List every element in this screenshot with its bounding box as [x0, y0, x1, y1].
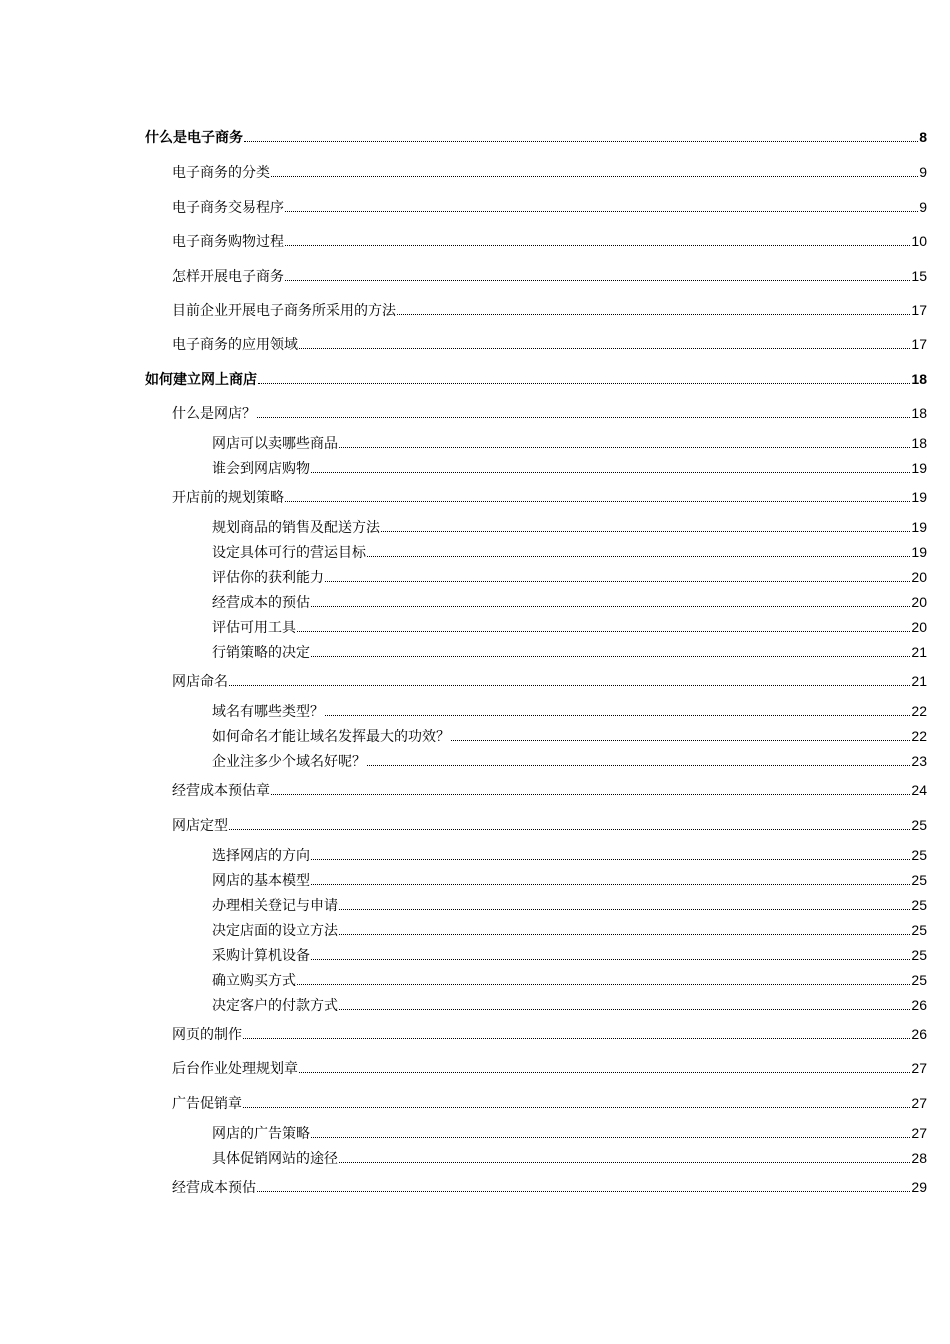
toc-leader-dots — [311, 959, 910, 960]
toc-entry[interactable] — [212, 591, 927, 613]
toc-leader-dots — [367, 556, 910, 557]
toc-entry[interactable] — [172, 670, 927, 692]
toc-entry-page: 26 — [911, 1026, 927, 1042]
toc-entry[interactable] — [212, 919, 927, 941]
toc-entry-page: 20 — [911, 619, 927, 635]
toc-leader-dots — [297, 984, 910, 985]
toc-entry-title: 行销策略的决定 — [212, 645, 310, 661]
toc-entry[interactable] — [212, 1147, 927, 1169]
toc-leader-dots — [271, 794, 910, 795]
toc-entry-page: 22 — [911, 703, 927, 719]
toc-entry[interactable] — [172, 265, 927, 287]
toc-entry-title: 什么是网店？ — [172, 406, 256, 422]
toc-entry[interactable] — [172, 299, 927, 321]
toc-leader-dots — [243, 1107, 910, 1108]
toc-entry-title: 经营成本的预估 — [212, 595, 310, 611]
toc-entry-title: 目前企业开展电子商务所采用的方法 — [172, 303, 396, 319]
toc-entry-title: 确立购买方式 — [212, 973, 296, 989]
toc-entry-page: 25 — [911, 972, 927, 988]
toc-entry-page: 17 — [911, 302, 927, 318]
toc-leader-dots — [339, 447, 910, 448]
toc-entry-page: 25 — [911, 872, 927, 888]
toc-leader-dots — [339, 1162, 910, 1163]
toc-entry-page: 18 — [911, 435, 927, 451]
toc-entry-title: 开店前的规划策略 — [172, 490, 284, 506]
toc-entry[interactable] — [212, 869, 927, 891]
toc-leader-dots — [311, 606, 910, 607]
toc-entry[interactable] — [172, 814, 927, 836]
toc-leader-dots — [339, 1009, 910, 1010]
toc-leader-dots — [311, 859, 910, 860]
toc-leader-dots — [325, 715, 910, 716]
toc-entry[interactable] — [212, 750, 927, 772]
toc-leader-dots — [244, 141, 918, 142]
toc-entry-page: 25 — [911, 897, 927, 913]
toc-entry-page: 22 — [911, 728, 927, 744]
toc-entry[interactable] — [212, 432, 927, 454]
toc-entry-title: 电子商务的应用领域 — [172, 337, 298, 353]
toc-entry[interactable] — [212, 894, 927, 916]
toc-entry-page: 8 — [919, 129, 927, 145]
toc-entry-title: 办理相关登记与申请 — [212, 898, 338, 914]
toc-entry-title: 电子商务的分类 — [172, 165, 270, 181]
toc-leader-dots — [367, 765, 910, 766]
toc-entry-title: 具体促销网站的途径 — [212, 1151, 338, 1167]
toc-entry-page: 28 — [911, 1150, 927, 1166]
toc-entry-page: 9 — [919, 199, 927, 215]
toc-entry[interactable] — [212, 1122, 927, 1144]
toc-entry[interactable] — [212, 566, 927, 588]
toc-entry[interactable] — [212, 994, 927, 1016]
toc-entry-title: 电子商务购物过程 — [172, 234, 284, 250]
toc-entry[interactable] — [212, 541, 927, 563]
toc-entry[interactable] — [212, 616, 927, 638]
toc-entry-page: 25 — [911, 947, 927, 963]
toc-entry-title: 网店命名 — [172, 674, 228, 690]
toc-entry[interactable] — [212, 457, 927, 479]
toc-entry-page: 18 — [911, 405, 927, 421]
toc-entry[interactable] — [172, 333, 927, 355]
toc-entry-title: 广告促销章 — [172, 1096, 242, 1112]
toc-leader-dots — [229, 685, 910, 686]
toc-entry-page: 9 — [919, 164, 927, 180]
toc-entry-title: 怎样开展电子商务 — [172, 269, 284, 285]
toc-entry[interactable] — [212, 969, 927, 991]
toc-leader-dots — [339, 909, 910, 910]
toc-entry-page: 27 — [911, 1060, 927, 1076]
toc-entry-page: 18 — [911, 371, 927, 387]
toc-entry[interactable] — [172, 1176, 927, 1198]
toc-leader-dots — [397, 314, 910, 315]
toc-entry-title: 网店可以卖哪些商品 — [212, 436, 338, 452]
toc-entry[interactable] — [172, 486, 927, 508]
toc-leader-dots — [297, 631, 910, 632]
toc-leader-dots — [299, 1072, 910, 1073]
toc-entry-title: 域名有哪些类型？ — [212, 704, 324, 720]
toc-entry-title: 评估你的获利能力 — [212, 570, 324, 586]
toc-entry-title: 决定店面的设立方法 — [212, 923, 338, 939]
toc-leader-dots — [381, 531, 910, 532]
toc-entry[interactable] — [212, 844, 927, 866]
toc-entry-page: 20 — [911, 594, 927, 610]
toc-entry-page: 19 — [911, 489, 927, 505]
toc-leader-dots — [257, 417, 910, 418]
toc-entry[interactable] — [212, 516, 927, 538]
toc-entry-page: 19 — [911, 544, 927, 560]
toc-leader-dots — [451, 740, 910, 741]
toc-entry-page: 29 — [911, 1179, 927, 1195]
toc-entry-page: 25 — [911, 922, 927, 938]
toc-entry-title: 如何命名才能让域名发挥最大的功效？ — [212, 729, 450, 745]
toc-entry-title: 什么是电子商务 — [145, 130, 243, 146]
toc-entry-title: 设定具体可行的营运目标 — [212, 545, 366, 561]
toc-leader-dots — [299, 348, 910, 349]
toc-entry[interactable] — [172, 779, 927, 801]
toc-entry-title: 评估可用工具 — [212, 620, 296, 636]
toc-entry[interactable] — [172, 161, 927, 183]
toc-entry[interactable] — [172, 196, 927, 218]
toc-leader-dots — [285, 245, 910, 246]
toc-leader-dots — [285, 501, 910, 502]
toc-leader-dots — [271, 176, 918, 177]
toc-entry-page: 15 — [911, 268, 927, 284]
toc-entry-page: 25 — [911, 817, 927, 833]
toc-entry-title: 经营成本预估 — [172, 1180, 256, 1196]
toc-entry-page: 19 — [911, 519, 927, 535]
toc-entry-page: 27 — [911, 1095, 927, 1111]
toc-leader-dots — [311, 1137, 910, 1138]
toc-entry[interactable] — [212, 944, 927, 966]
toc-entry-page: 21 — [911, 644, 927, 660]
toc-leader-dots — [311, 472, 910, 473]
toc-entry[interactable] — [172, 1057, 927, 1079]
toc-entry[interactable] — [212, 700, 927, 722]
toc-entry[interactable] — [145, 126, 927, 148]
toc-entry[interactable] — [212, 641, 927, 663]
toc-leader-dots — [311, 884, 910, 885]
toc-entry-title: 电子商务交易程序 — [172, 200, 284, 216]
toc-entry-title: 规划商品的销售及配送方法 — [212, 520, 380, 536]
toc-entry-title: 如何建立网上商店 — [145, 372, 257, 388]
toc-entry[interactable] — [172, 230, 927, 252]
toc-leader-dots — [258, 383, 910, 384]
toc-entry-title: 网店的基本模型 — [212, 873, 310, 889]
toc-entry-page: 17 — [911, 336, 927, 352]
toc-leader-dots — [285, 280, 910, 281]
toc-leader-dots — [285, 211, 918, 212]
toc-entry[interactable] — [145, 368, 927, 390]
toc-entry-page: 26 — [911, 997, 927, 1013]
toc-leader-dots — [257, 1191, 910, 1192]
toc-entry[interactable] — [172, 1092, 927, 1114]
toc-entry-title: 谁会到网店购物 — [212, 461, 310, 477]
toc-entry-page: 24 — [911, 782, 927, 798]
toc-entry-title: 网店定型 — [172, 818, 228, 834]
toc-entry-page: 23 — [911, 753, 927, 769]
toc-entry[interactable] — [172, 1023, 927, 1045]
toc-entry[interactable] — [172, 402, 927, 424]
toc-leader-dots — [229, 829, 910, 830]
toc-entry-title: 网页的制作 — [172, 1027, 242, 1043]
toc-entry-title: 企业注多少个域名好呢？ — [212, 754, 366, 770]
toc-entry-title: 采购计算机设备 — [212, 948, 310, 964]
toc-entry-title: 后台作业处理规划章 — [172, 1061, 298, 1077]
toc-entry-page: 20 — [911, 569, 927, 585]
toc-entry-page: 19 — [911, 460, 927, 476]
toc-entry-page: 27 — [911, 1125, 927, 1141]
toc-entry-title: 决定客户的付款方式 — [212, 998, 338, 1014]
toc-entry-title: 经营成本预估章 — [172, 783, 270, 799]
toc-leader-dots — [325, 581, 910, 582]
toc-entry[interactable] — [212, 725, 927, 747]
toc-entry-title: 网店的广告策略 — [212, 1126, 310, 1142]
toc-leader-dots — [243, 1038, 910, 1039]
toc-entry-title: 选择网店的方向 — [212, 848, 310, 864]
toc-entry-page: 10 — [911, 233, 927, 249]
toc-entry-page: 21 — [911, 673, 927, 689]
toc-leader-dots — [311, 656, 910, 657]
toc-leader-dots — [339, 934, 910, 935]
toc-entry-page: 25 — [911, 847, 927, 863]
